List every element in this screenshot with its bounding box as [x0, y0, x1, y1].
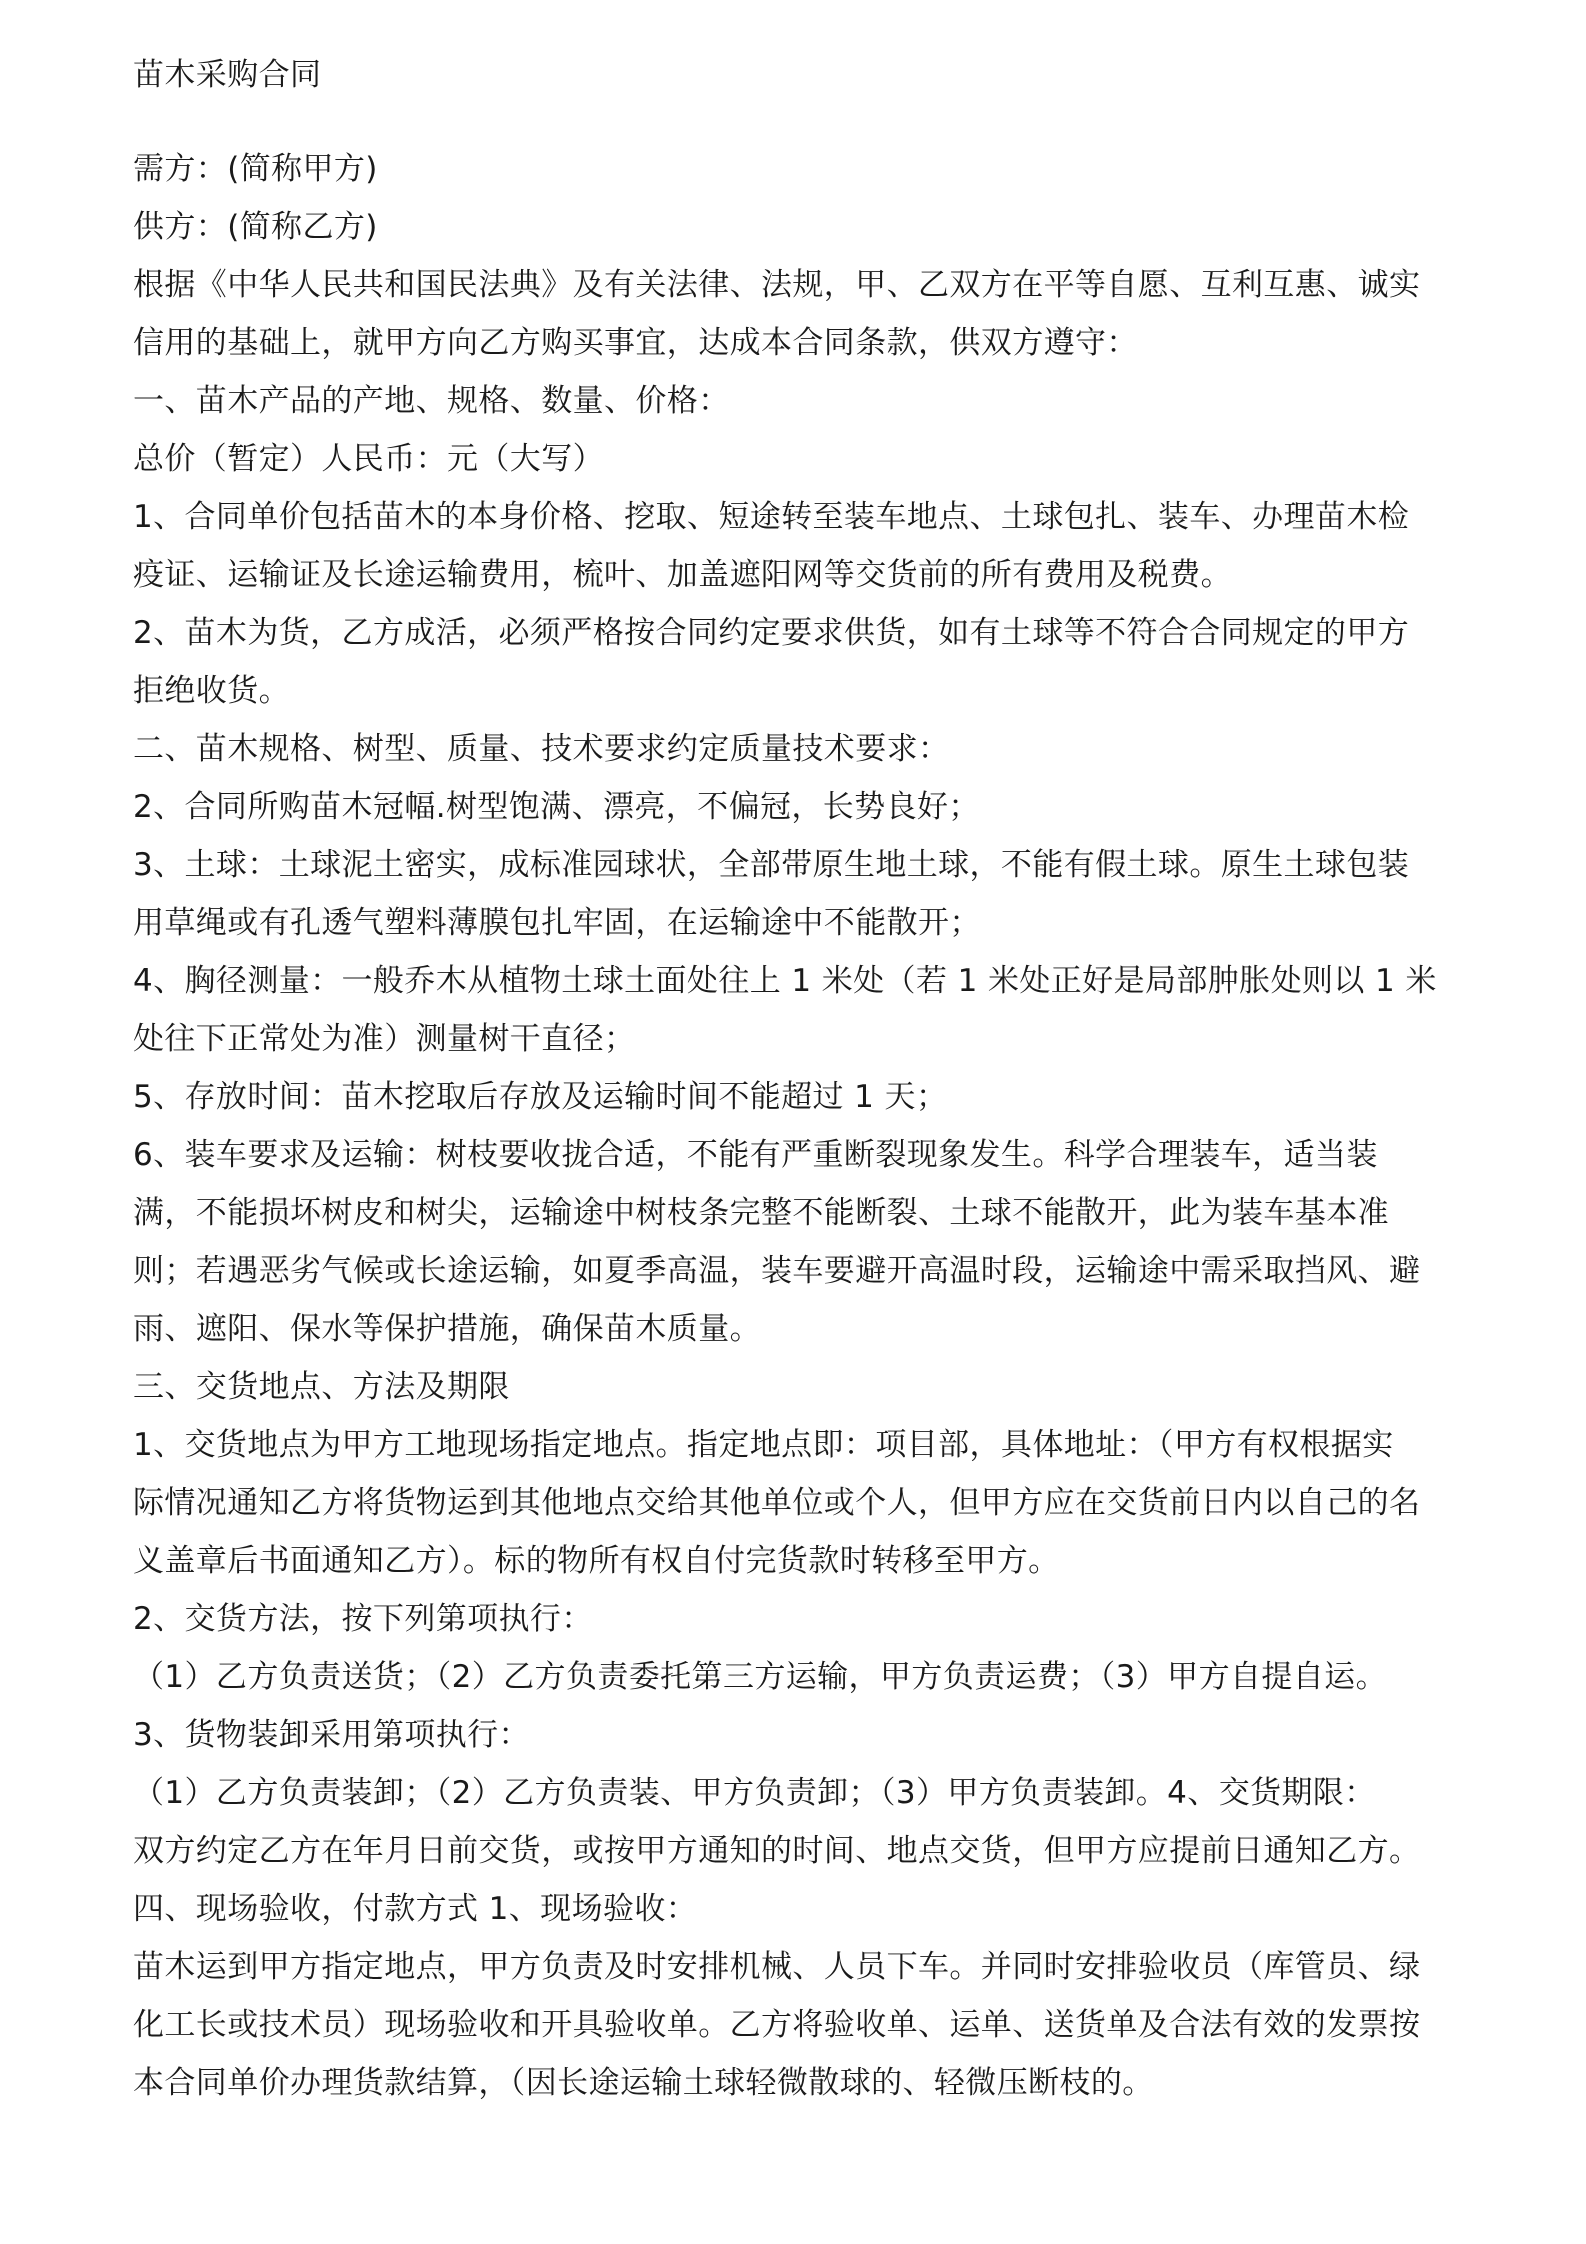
text-line: 化工长或技术员）现场验收和开具验收单。乙方将验收单、运单、送货单及合法有效的发票按: [133, 2007, 1421, 2043]
text-line: 义盖章后书面通知乙方）。标的物所有权自付完货款时转移至甲方。: [133, 1543, 1060, 1579]
text-line: 4、胸径测量：一般乔木从植物土球土面处往上 1 米处（若 1 米处正好是局部肿胀处则以 1 米: [133, 963, 1437, 999]
text-line: 2、苗木为货，乙方成活，必须严格按合同约定要求供货，如有土球等不符合合同规定的甲方: [133, 615, 1410, 651]
text-line: 满，不能损坏树皮和树尖，运输途中树枝条完整不能断裂、土球不能散开，此为装车基本准: [133, 1195, 1389, 1231]
text-line: 6、装车要求及运输：树枝要收拢合适，不能有严重断裂现象发生。科学合理装车，适当装: [133, 1137, 1378, 1173]
text-line: 际情况通知乙方将货物运到其他地点交给其他单位或个人，但甲方应在交货前日内以自己的名: [133, 1485, 1421, 1521]
text-line: 3、货物装卸采用第项执行：: [133, 1717, 530, 1753]
text-line: 信用的基础上，就甲方向乙方购买事宜，达成本合同条款，供双方遵守：: [133, 325, 1138, 361]
text-line: 总价（暂定）人民币：元（大写）: [133, 441, 604, 477]
text-line: 本合同单价办理货款结算，（因长途运输土球轻微散球的、轻微压断枝的。: [133, 2065, 1154, 2101]
text-line: 拒绝收货。: [133, 673, 290, 709]
contract-body: [133, 46, 1463, 2112]
text-line: 需方：(简称甲方): [133, 151, 378, 187]
text-line: 供方：(简称乙方): [133, 209, 378, 245]
text-line: 2、交货方法，按下列第项执行：: [133, 1601, 593, 1637]
text-line: （1）乙方负责装卸；（2）乙方负责装、甲方负责卸；（3）甲方负责装卸。4、交货期限：: [133, 1775, 1376, 1811]
document-title: 苗木采购合同: [133, 57, 322, 93]
text-line: 四、现场验收，付款方式 1、现场验收：: [133, 1891, 698, 1927]
text-line: 1、交货地点为甲方工地现场指定地点。指定地点即：项目部，具体地址：（甲方有权根据实: [133, 1427, 1394, 1463]
text-line: 2、合同所购苗木冠幅.树型饱满、漂亮，不偏冠，长势良好；: [133, 789, 980, 825]
text-line: 三、交货地点、方法及期限: [133, 1369, 510, 1405]
text-line: 二、苗木规格、树型、质量、技术要求约定质量技术要求：: [133, 731, 950, 767]
text-line: 根据《中华人民共和国民法典》及有关法律、法规，甲、乙双方在平等自愿、互利互惠、诚实: [133, 267, 1421, 303]
text-line: 双方约定乙方在年月日前交货，或按甲方通知的时间、地点交货，但甲方应提前日通知乙方。: [133, 1833, 1421, 1869]
text-line: 雨、遮阳、保水等保护措施，确保苗木质量。: [133, 1311, 761, 1347]
contract-text: [133, 140, 1463, 2112]
text-line: 一、苗木产品的产地、规格、数量、价格：: [133, 383, 730, 419]
text-line: 疫证、运输证及长途运输费用，梳叶、加盖遮阳网等交货前的所有费用及税费。: [133, 557, 1232, 593]
text-line: 3、土球：土球泥土密实，成标准园球状，全部带原生地土球，不能有假土球。原生土球包装: [133, 847, 1410, 883]
text-line: 苗木运到甲方指定地点，甲方负责及时安排机械、人员下车。并同时安排验收员（库管员、绿: [133, 1949, 1421, 1985]
text-line: 5、存放时间：苗木挖取后存放及运输时间不能超过 1 天；: [133, 1079, 948, 1115]
text-line: 用草绳或有孔透气塑料薄膜包扎牢固，在运输途中不能散开；: [133, 905, 981, 941]
text-line: （1）乙方负责送货；（2）乙方负责委托第三方运输，甲方负责运费；（3）甲方自提自运。: [133, 1659, 1387, 1695]
text-line: 1、合同单价包括苗木的本身价格、挖取、短途转至装车地点、土球包扎、装车、办理苗木检: [133, 499, 1410, 535]
text-line: 则；若遇恶劣气候或长途运输，如夏季高温，装车要避开高温时段，运输途中需采取挡风、避: [133, 1253, 1421, 1289]
text-line: 处往下正常处为准）测量树干直径；: [133, 1021, 636, 1057]
